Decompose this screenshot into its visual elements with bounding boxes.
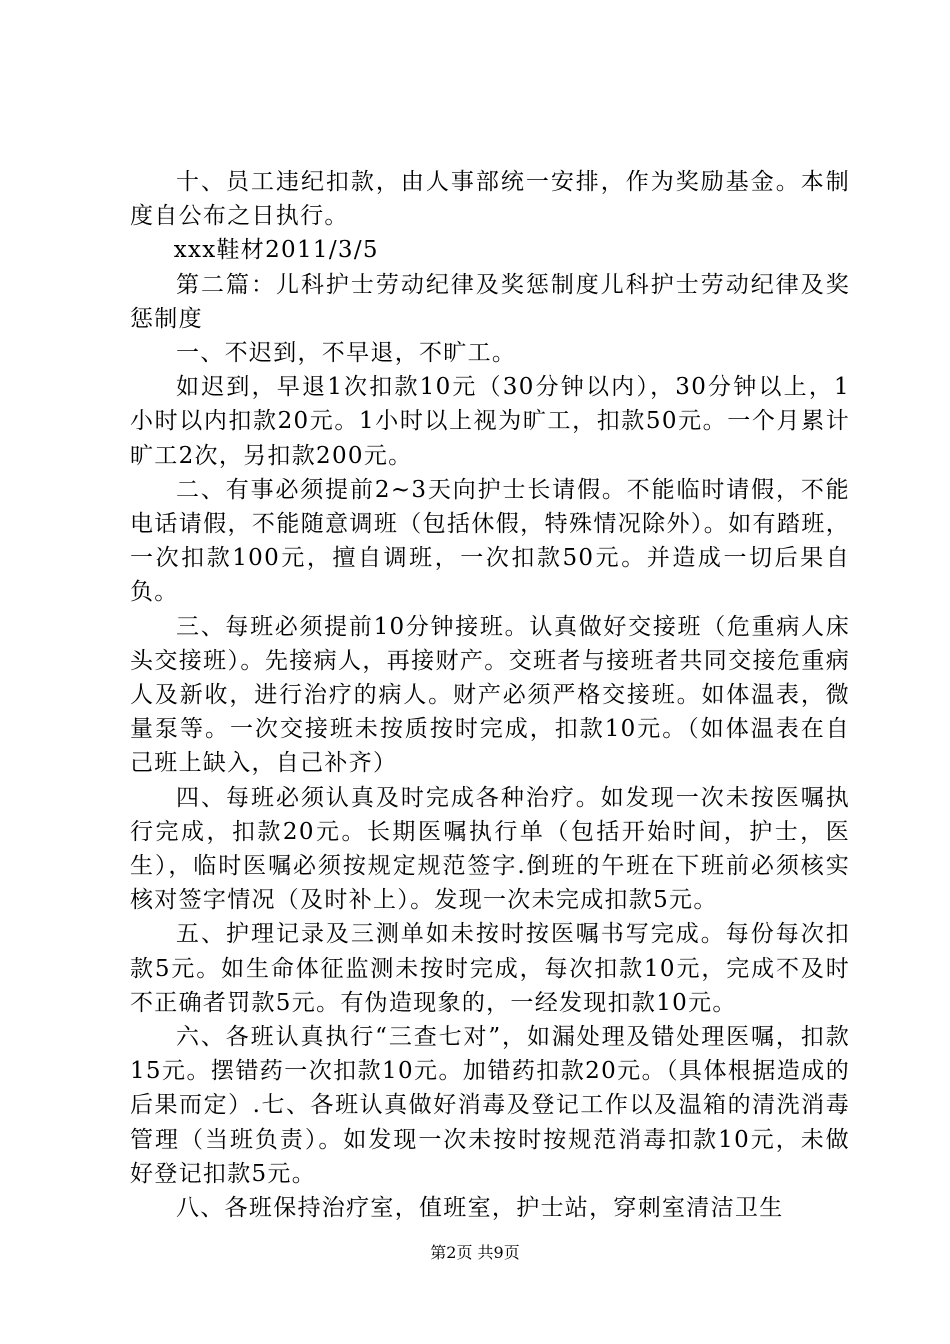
- paragraph-lateness-penalty: 如迟到，早退1次扣款10元（30分钟以内），30分钟以上，1小时以内扣款20元。1小时以上视为旷工，扣款50元。一个月累计旷工2次，另扣款200元。: [130, 374, 850, 469]
- paragraph-rule-five: 五、护理记录及三测单如未按时按医嘱书写完成。每份每次扣款5元。如生命体征监测未按时完成，每次扣款10元，完成不及时不正确者罚款5元。有伪造现象的，一经发现扣款10元。: [130, 921, 850, 1016]
- page-number: 第2页 共9页: [430, 1243, 520, 1262]
- paragraph-rule-eight: 八、各班保持治疗室，值班室，护士站，穿刺室清洁卫生: [176, 1195, 784, 1222]
- document-body: [130, 165, 850, 1225]
- paragraph-rule-three: 三、每班必须提前10分钟接班。认真做好交接班（危重病人床头交接班）。先接病人，再接财产。交班者与接班者共同交接危重病人及新收，进行治疗的病人。财产必须严格交接班。如体温表，微量泵等。一次交接班未按质按时完成，扣款10元。（如体温表在自己班上缺入，自己补齐）: [130, 613, 850, 777]
- paragraph-rule-two: 二、有事必须提前2~3天向护士长请假。不能临时请假，不能电话请假，不能随意调班（包括休假，特殊情况除外）。如有踏班，一次扣款100元，擅自调班，一次扣款50元。并造成一切后果自负。: [130, 476, 850, 606]
- paragraph-rule-six: 六、各班认真执行“三查七对”，如漏处理及错处理医嘱，扣款15元。摆错药一次扣款10元。加错药扣款20元。（具体根据造成的后果而定）.七、各班认真做好消毒及登记工作以及温箱的清洗消毒管理（当班负责）。如发现一次未按时按规范消毒扣款10元，未做好登记扣款5元。: [130, 1024, 850, 1187]
- chapter-heading: 第二篇：儿科护士劳动纪律及奖惩制度儿科护士劳动纪律及奖惩制度: [130, 271, 850, 332]
- signature-line: xxx鞋材2011/3/5: [173, 237, 379, 264]
- paragraph-rule-one: 一、不迟到，不早退，不旷工。: [176, 340, 517, 367]
- paragraph-rule-ten: 十、员工违纪扣款，由人事部统一安排，作为奖励基金。本制度自公布之日执行。: [130, 169, 850, 230]
- page-footer: [0, 1243, 950, 1263]
- paragraph-rule-four: 四、每班必须认真及时完成各种治疗。如发现一次未按医嘱执行完成，扣款20元。长期医嘱执行单（包括开始时间，护士，医生），临时医嘱必须按规定规范签字.倒班的午班在下班前必须核实核对签字情况（及时补上）。发现一次未完成扣款5元。: [130, 784, 850, 914]
